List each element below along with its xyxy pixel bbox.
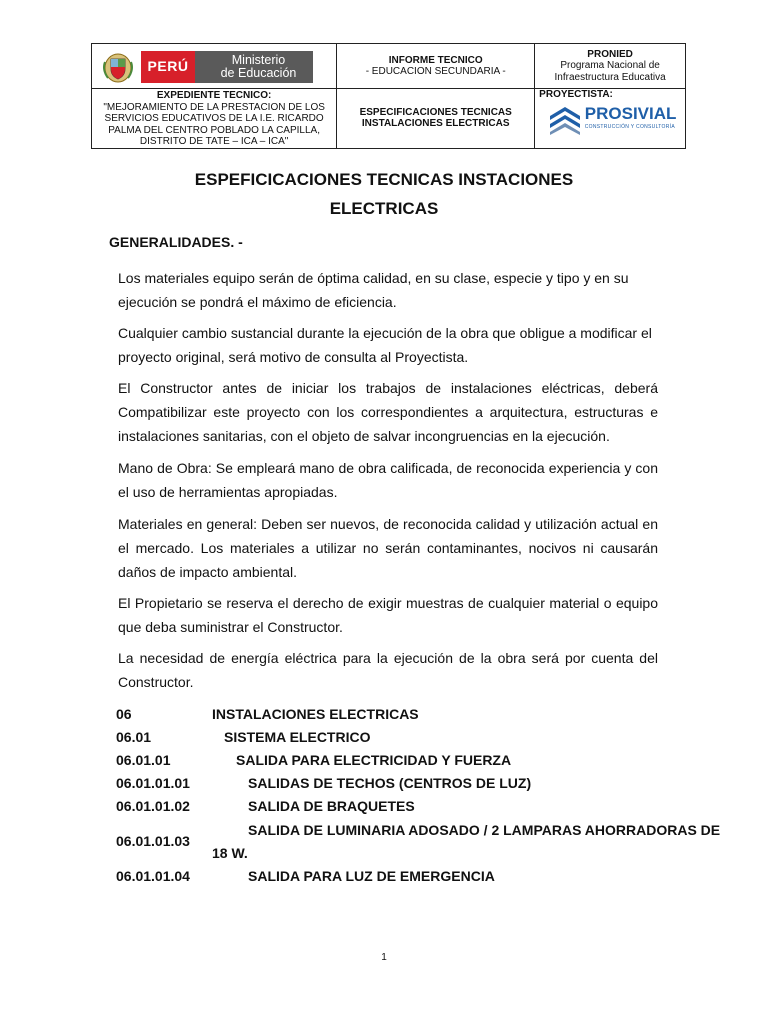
spec-line-2: INSTALACIONES ELECTRICAS xyxy=(361,118,510,130)
paragraph xyxy=(118,321,658,369)
paragraph-line: Los materiales equipo serán de óptima calidad, en su clase, especie y tipo y en su xyxy=(118,270,629,286)
paragraph-line: La necesidad de energía eléctrica para la ejecución de la obra será por cuenta del xyxy=(118,650,658,666)
expediente-line-3: PALMA DEL CENTRO POBLADO LA CAPILLA, xyxy=(108,124,320,136)
paragraph-line: El Constructor antes de iniciar los trabajos de instalaciones eléctricas, deberá xyxy=(118,380,658,396)
paragraph xyxy=(118,456,658,504)
document-title-line-1: ESPEFICICACIONES TECNICAS INSTACIONES xyxy=(194,170,574,189)
org-line-2: Infraestructura Educativa xyxy=(554,71,666,83)
item-row xyxy=(116,819,736,865)
paragraph xyxy=(118,376,658,448)
paragraph-line: Constructor. xyxy=(118,674,194,690)
org-line-1: Programa Nacional de xyxy=(560,60,660,72)
paragraph-line: el uso de herramientas apropiadas. xyxy=(118,484,338,500)
item-label: SALIDA DE LUMINARIA ADOSADO / 2 LAMPARAS AHORRADORAS DE xyxy=(248,822,721,838)
header-table xyxy=(91,43,686,149)
item-label-continuation: 18 W. xyxy=(212,845,248,861)
paragraph-line: el mercado. Los materiales a utilizar no serán contaminantes, nocivos ni causarán xyxy=(118,540,658,556)
proyectista-cell xyxy=(535,89,686,149)
report-title: INFORME TECNICO xyxy=(388,54,483,66)
section-heading: GENERALIDADES. - xyxy=(109,234,243,250)
peru-label: PERÚ xyxy=(141,51,195,83)
logo-cell xyxy=(92,44,337,89)
item-label: SALIDA DE BRAQUETES xyxy=(248,798,415,814)
expediente-line-1: "MEJORAMIENTO DE LA PRESTACION DE LOS xyxy=(103,101,325,113)
proyectista-label: PROYECTISTA: xyxy=(539,89,613,100)
ministry-line-1: Ministerio xyxy=(231,52,286,67)
expediente-line-2: SERVICIOS EDUCATIVOS DE LA I.E. RICARDO xyxy=(104,113,324,124)
report-subtitle: - EDUCACION SECUNDARIA - xyxy=(365,66,506,77)
item-code: 06.01.01 xyxy=(116,752,171,768)
coat-of-arms-icon xyxy=(100,50,136,84)
item-code: 06.01.01.04 xyxy=(116,868,190,884)
paragraph-line: Cualquier cambio sustancial durante la ejecución de la obra que obligue a modificar el xyxy=(118,325,652,341)
ministry-line-2: de Educación xyxy=(220,65,297,80)
paragraph xyxy=(118,266,658,314)
minedu-logo xyxy=(100,50,330,83)
paragraph-line: daños de impacto ambiental. xyxy=(118,564,297,580)
item-code: 06 xyxy=(116,706,132,722)
org-title: PRONIED xyxy=(587,48,633,60)
spec-cell xyxy=(337,89,535,149)
item-label: SALIDA PARA ELECTRICIDAD Y FUERZA xyxy=(236,752,512,768)
item-code: 06.01 xyxy=(116,729,152,745)
prosivial-tagline: CONSTRUCCIÓN Y CONSULTORÍA xyxy=(584,124,675,131)
paragraph-line: que deba suministrar el Constructor. xyxy=(118,619,343,635)
item-code: 06.01.01.03 xyxy=(116,833,190,849)
item-label: SALIDA PARA LUZ DE EMERGENCIA xyxy=(248,868,495,884)
paragraph-line: Materiales en general: Deben ser nuevos, de reconocida calidad y utilización actual en xyxy=(118,516,658,532)
expediente-label: EXPEDIENTE TECNICO: xyxy=(156,90,272,101)
paragraph-line: instalaciones sanitarias, con el objeto de salvar incongruencias en la ejecución. xyxy=(118,428,610,444)
paragraph xyxy=(118,591,658,639)
org-cell xyxy=(535,44,686,89)
paragraph-line: Mano de Obra: Se empleará mano de obra calificada, de reconocida experiencia y con xyxy=(118,460,658,476)
item-label: SALIDAS DE TECHOS (CENTROS DE LUZ) xyxy=(248,775,532,791)
item-code: 06.01.01.01 xyxy=(116,775,190,791)
report-title-cell xyxy=(337,44,535,89)
document-title-line-2: ELECTRICAS xyxy=(329,199,439,218)
spec-line-1: ESPECIFICACIONES TECNICAS xyxy=(359,106,512,118)
expediente-cell xyxy=(92,89,337,149)
ministry-label xyxy=(195,51,313,83)
paragraph-line: Compatibilizar este proyecto con los correspondientes a arquitectura, estructuras e xyxy=(118,404,658,420)
item-code: 06.01.01.02 xyxy=(116,798,190,814)
prosivial-logo xyxy=(539,104,685,136)
paragraph xyxy=(118,646,658,694)
item-label: INSTALACIONES ELECTRICAS xyxy=(212,706,419,722)
item-label: SISTEMA ELECTRICO xyxy=(224,729,371,745)
prosivial-chevron-icon xyxy=(548,104,582,136)
prosivial-name: PROSIVIAL xyxy=(584,104,677,124)
page-number: 1 xyxy=(381,952,387,963)
paragraph xyxy=(118,512,658,584)
expediente-line-4: DISTRITO DE TATE – ICA – ICA" xyxy=(139,136,289,147)
paragraph-line: El Propietario se reserva el derecho de exigir muestras de cualquier material o equipo xyxy=(118,595,658,611)
paragraph-line: ejecución se pondrá el máximo de eficiencia. xyxy=(118,294,397,310)
paragraph-line: proyecto original, será motivo de consulta al Proyectista. xyxy=(118,349,469,365)
